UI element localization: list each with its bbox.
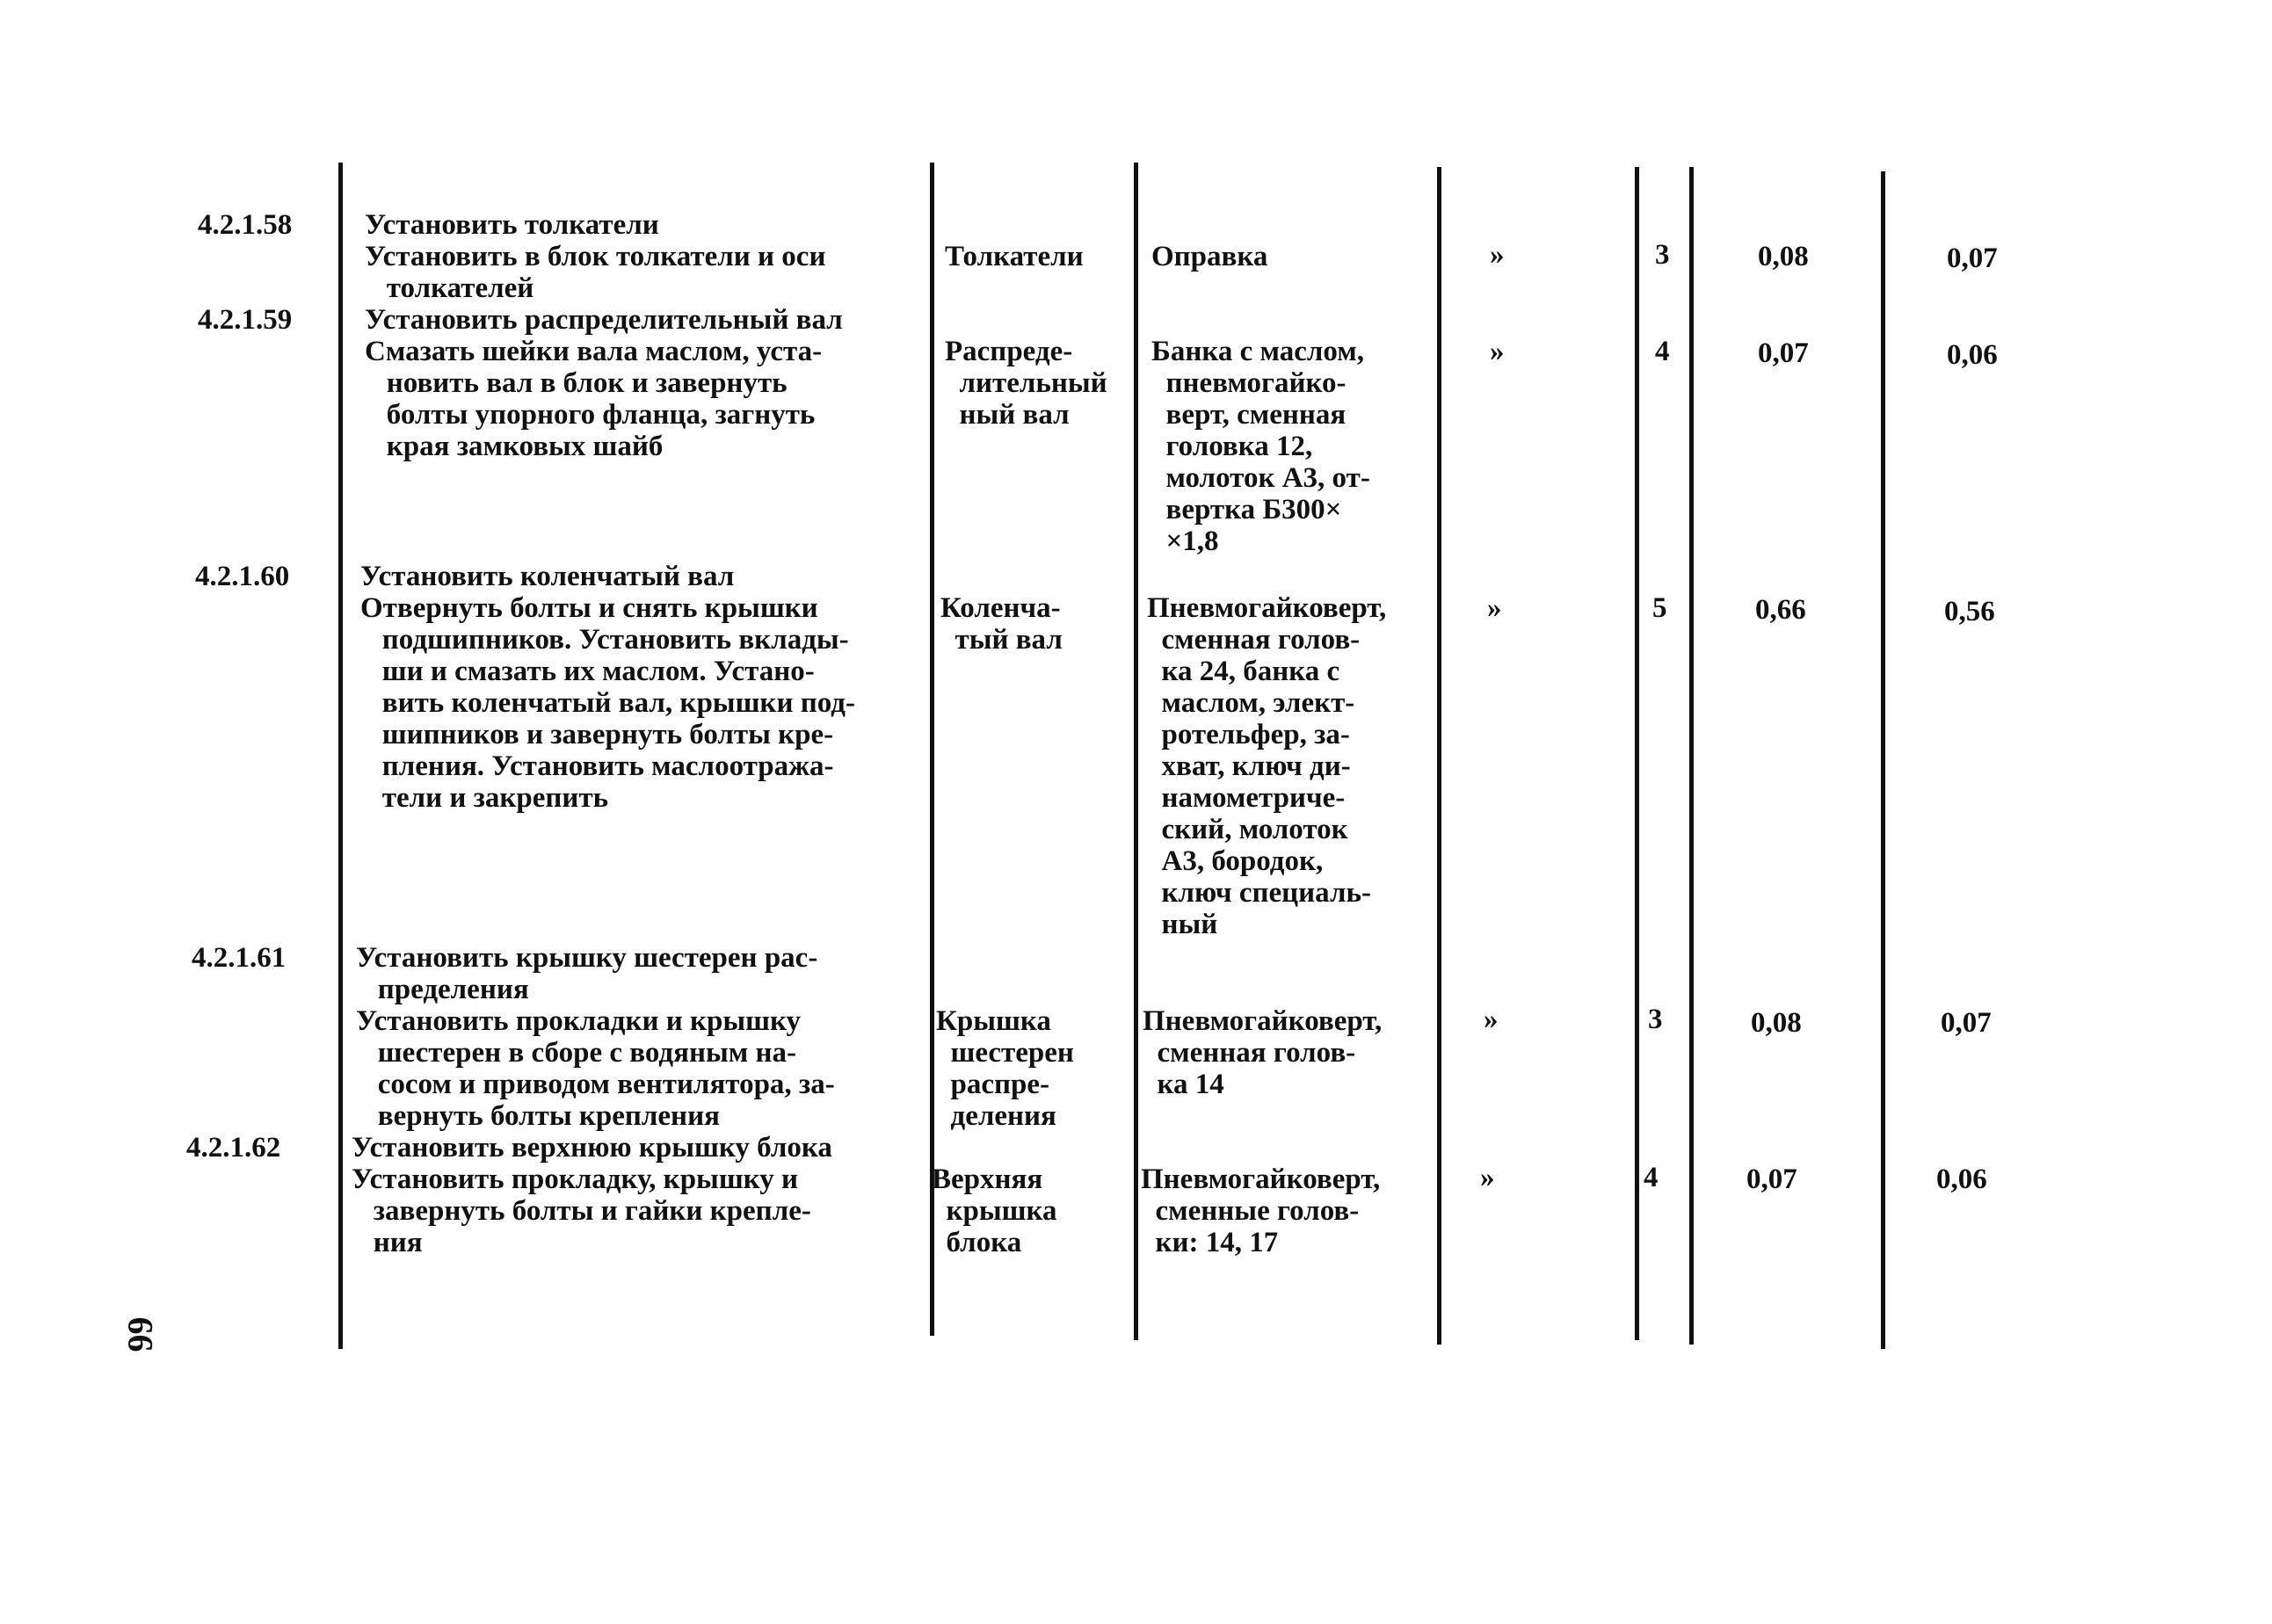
operation-description: Установить прокладку, крышку и завернуть болты и гайки крепле- ния bbox=[352, 1164, 811, 1258]
operation-title: Установить распределительный вал bbox=[365, 304, 843, 336]
column-rule bbox=[1689, 167, 1694, 1345]
worker-category: 5 bbox=[1652, 592, 1667, 624]
part-name: Крышка шестерен распре- деления bbox=[936, 1005, 1074, 1132]
time-norm-2: 0,06 bbox=[1936, 1164, 1987, 1195]
operation-code: 4.2.1.58 bbox=[198, 209, 293, 241]
tools-list: Пневмогайковерт, сменная голов- ка 14 bbox=[1143, 1005, 1383, 1100]
part-name: Толкатели bbox=[945, 241, 1084, 272]
operation-description: Установить в блок толкатели и оси толкателей bbox=[365, 241, 826, 304]
column-rule bbox=[1437, 167, 1441, 1345]
time-norm-1: 0,66 bbox=[1755, 594, 1806, 626]
operation-title: Установить верхнюю крышку блока bbox=[352, 1132, 832, 1164]
operation-code: 4.2.1.62 bbox=[186, 1132, 281, 1164]
tools-list: Банка с маслом, пневмогайко- верт, сменная головка 12, молоток А3, от- вертка Б300× ×1,8 bbox=[1151, 336, 1370, 557]
time-norm-2: 0,07 bbox=[1941, 1007, 1992, 1039]
part-name: Верхняя крышка блока bbox=[932, 1164, 1057, 1258]
column-rule bbox=[930, 163, 934, 1336]
operation-title: Установить коленчатый вал bbox=[360, 561, 735, 592]
operation-code: 4.2.1.60 bbox=[195, 561, 290, 592]
operation-description: Смазать шейки вала маслом, уста- новить вал в блок и завернуть болты упорного фланца, загнуть края замковых шайб bbox=[365, 336, 823, 462]
part-name: Коленча- тый вал bbox=[940, 592, 1063, 656]
time-norm-1: 0,08 bbox=[1751, 1007, 1802, 1039]
time-norm-1: 0,08 bbox=[1758, 241, 1809, 272]
ditto-mark: » bbox=[1487, 592, 1502, 624]
ditto-mark: » bbox=[1480, 1162, 1495, 1193]
tools-list: Оправка bbox=[1151, 241, 1268, 272]
page-number: 66 bbox=[120, 1316, 161, 1352]
worker-category: 3 bbox=[1655, 239, 1670, 271]
column-rule bbox=[1635, 167, 1639, 1340]
column-rule bbox=[1134, 163, 1138, 1340]
time-norm-1: 0,07 bbox=[1746, 1164, 1797, 1195]
worker-category: 4 bbox=[1655, 336, 1670, 367]
operation-description: Установить прокладки и крышку шестерен в сборе с водяным на- сосом и приводом вентилятора, за- вернуть болты крепления bbox=[356, 1005, 835, 1132]
time-norm-2: 0,56 bbox=[1944, 596, 1995, 627]
operation-title: Установить крышку шестерен рас- пределения bbox=[356, 942, 818, 1005]
worker-category: 4 bbox=[1644, 1162, 1659, 1193]
column-rule bbox=[1881, 171, 1885, 1349]
time-norm-2: 0,06 bbox=[1947, 339, 1998, 371]
tools-list: Пневмогайковерт, сменная голов- ка 24, банка с маслом, элект- ротельфер, за- хват, ключ ди- намометриче- ский, молоток А3, бородок, ключ специаль- ный bbox=[1147, 592, 1387, 940]
time-norm-2: 0,07 bbox=[1947, 243, 1998, 274]
worker-category: 3 bbox=[1648, 1004, 1663, 1035]
tools-list: Пневмогайковерт, сменные голов- ки: 14, 17 bbox=[1141, 1164, 1381, 1258]
part-name: Распреде- лительный ный вал bbox=[945, 336, 1107, 431]
operation-code: 4.2.1.61 bbox=[192, 942, 287, 974]
operation-code: 4.2.1.59 bbox=[198, 304, 293, 336]
operation-description: Отвернуть болты и снять крышки подшипников. Установить вклады- ши и смазать их маслом. Устано- вить коленчатый вал, крышки под- шипников и завернуть болты кре- пления. Установить маслоотража- тели и закрепить bbox=[360, 592, 855, 814]
ditto-mark: » bbox=[1484, 1004, 1499, 1035]
column-rule bbox=[338, 163, 343, 1349]
operation-title: Установить толкатели bbox=[365, 209, 659, 241]
ditto-mark: » bbox=[1490, 336, 1505, 367]
time-norm-1: 0,07 bbox=[1758, 337, 1809, 369]
ditto-mark: » bbox=[1490, 239, 1505, 271]
